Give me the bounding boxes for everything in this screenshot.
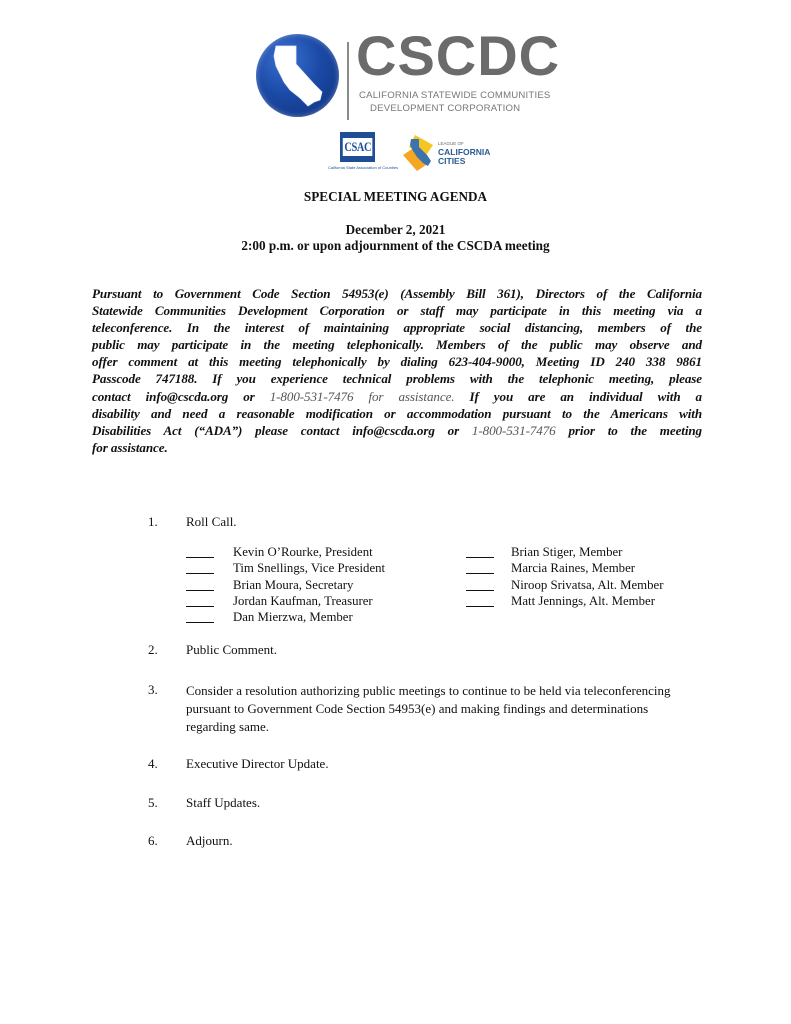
league-text-line2: CALIFORNIA [438, 147, 491, 157]
item-number: 3. [148, 682, 158, 697]
league-text-line1: LEAGUE OF [438, 141, 464, 146]
california-state-circle-icon [256, 34, 339, 117]
cscdc-logo [256, 24, 561, 124]
notice-line: teleconference. In the interest of maintaining appropriate social distancing, members of the [92, 320, 702, 336]
notice-line [92, 388, 702, 405]
notice-line: for assistance. [92, 439, 168, 455]
phone-number-link[interactable]: 1-800-531-7476 [471, 422, 556, 438]
board-member: Kevin O’Rourke, President [233, 545, 373, 559]
notice-line: offer comment at this meeting telephonically by dialing 623-404-9000, Meeting ID 240 338 9861 [92, 354, 702, 370]
board-member: Dan Mierzwa, Member [233, 610, 353, 624]
notice-text: contact info@cscda.org or [92, 388, 270, 404]
attendance-blank [466, 606, 494, 607]
attendance-blank [186, 622, 214, 623]
board-member: Brian Moura, Secretary [233, 578, 354, 592]
california-map-icon [401, 133, 439, 173]
notice-line [92, 422, 702, 439]
logo-wordmark: CSCDC [356, 24, 561, 87]
notice-line: disability and need a reasonable modification or accommodation pursuant to the Americans with [92, 405, 702, 421]
item-number: 4. [148, 756, 158, 771]
item-text: Executive Director Update. [186, 756, 329, 771]
phone-number-link[interactable]: 1-800-531-7476 for assistance. [269, 388, 455, 404]
agenda-title: SPECIAL MEETING AGENDA [303, 189, 488, 204]
meeting-time: 2:00 p.m. or upon adjournment of the CSCDA meeting [241, 238, 550, 253]
csac-logo [328, 132, 399, 176]
item-text: Staff Updates. [186, 795, 261, 810]
attendance-blank [466, 557, 494, 558]
item-text: Consider a resolution authorizing public meetings to continue to be held via teleconferencing pursuant to Government Code Section 54953(e) and making findings and determinations regarding same. [186, 683, 671, 734]
board-member: Brian Stiger, Member [511, 545, 623, 559]
league-text-line3: CITIES [438, 156, 466, 166]
notice-text: Disabilities Act (“ADA”) please contact info@cscda.org or [92, 422, 472, 438]
notice-text: If you are an individual with a [454, 388, 702, 404]
notice-text: prior to the meeting [555, 422, 703, 438]
csac-mark [340, 132, 375, 162]
teleconference-notice [92, 285, 702, 456]
notice-line: Pursuant to Government Code Section 54953(e) (Assembly Bill 361), Directors of the California [92, 286, 702, 301]
item-text: Public Comment. [186, 642, 277, 657]
logo-subtitle-line2: DEVELOPMENT CORPORATION [370, 103, 521, 114]
attendance-blank [186, 606, 214, 607]
notice-line: public may participate in the meeting telephonically. Members of the public may observe and [92, 337, 702, 353]
logo-divider [347, 42, 349, 120]
logo-subtitle-line1: CALIFORNIA STATEWIDE COMMUNITIES [359, 90, 551, 101]
board-member: Niroop Srivatsa, Alt. Member [511, 578, 664, 592]
notice-line: Statewide Communities Development Corporation or staff may participate in this meeting via a [92, 303, 702, 319]
board-member: Matt Jennings, Alt. Member [511, 594, 655, 608]
item-number: 5. [148, 795, 158, 810]
attendance-blank [186, 590, 214, 591]
item-number: 6. [148, 833, 158, 848]
item-text: Roll Call. [186, 514, 237, 529]
csac-caption: California State Association of Counties [328, 165, 399, 170]
meeting-date: December 2, 2021 [345, 222, 446, 237]
board-member: Marcia Raines, Member [511, 561, 636, 575]
item-number: 2. [148, 642, 158, 657]
attendance-blank [186, 557, 214, 558]
csac-mark-text: CSAC [344, 139, 371, 154]
attendance-blank [186, 573, 214, 574]
item-text: Adjourn. [186, 833, 233, 848]
attendance-blank [466, 573, 494, 574]
item-number: 1. [148, 514, 158, 529]
notice-line: Passcode 747188. If you experience technical problems with the telephonic meeting, please [92, 371, 702, 387]
league-of-california-cities-logo [401, 133, 496, 173]
board-member: Jordan Kaufman, Treasurer [233, 594, 373, 608]
attendance-blank [466, 590, 494, 591]
board-member: Tim Snellings, Vice President [233, 561, 386, 575]
